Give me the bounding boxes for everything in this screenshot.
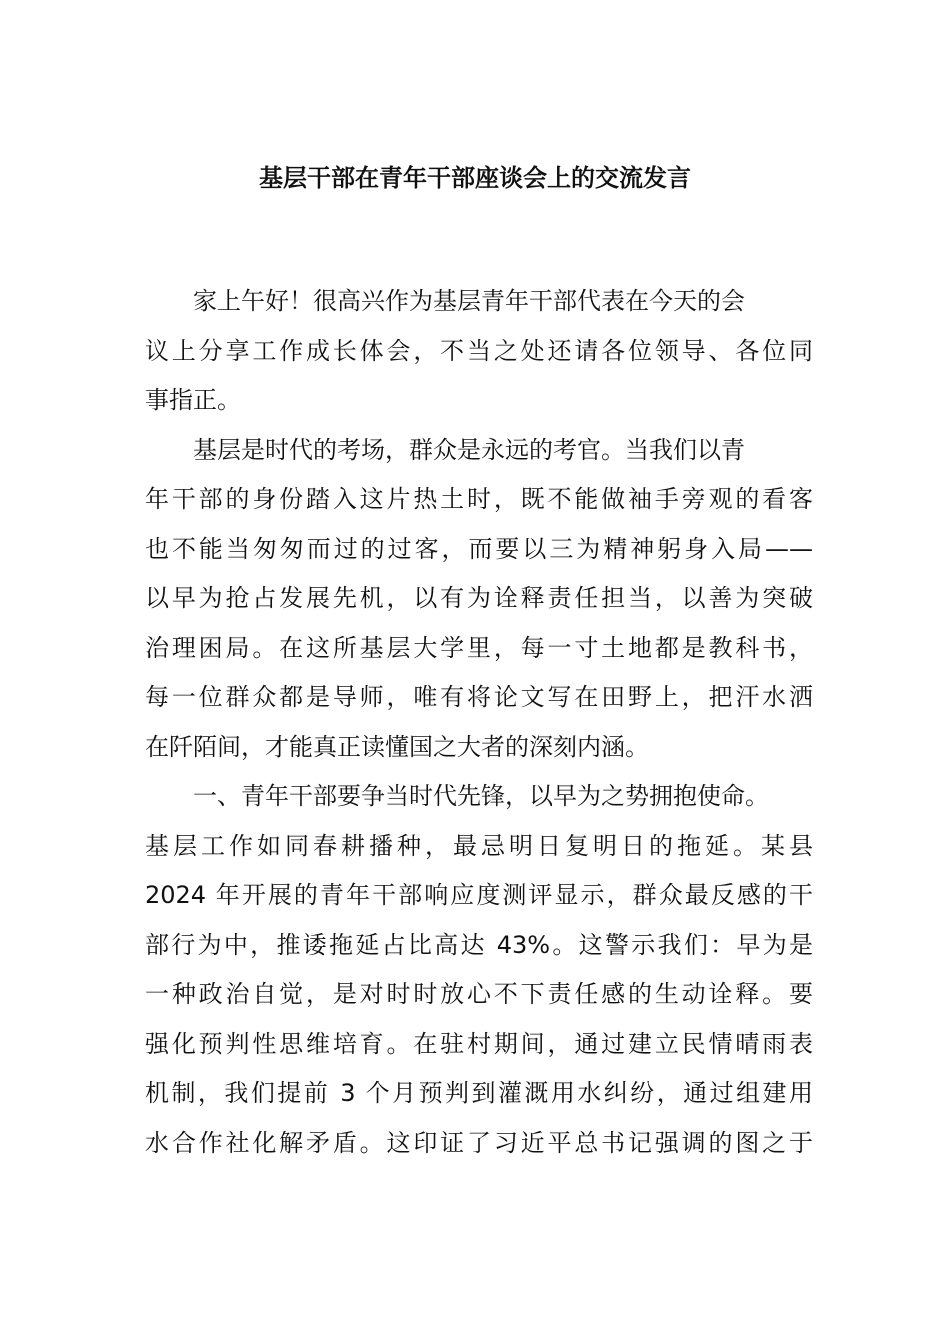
document-body <box>145 277 813 1168</box>
paragraph-line: 部行为中，推诿拖延占比高达 43%。这警示我们：早为是 <box>145 930 813 959</box>
paragraph-line: 每一位群众都是导师，唯有将论文写在田野上，把汗水洒 <box>145 683 813 711</box>
paragraph-line: 在阡陌间，才能真正读懂国之大者的深刻内涵。 <box>145 732 649 761</box>
paragraph-line: 机制，我们提前 3 个月预判到灌溉用水纠纷，通过组建用 <box>145 1079 813 1107</box>
paragraph-line: 强化预判性思维培育。在驻村期间，通过建立民情晴雨表 <box>145 1029 813 1058</box>
section-heading-line: 一、青年干部要争当时代先锋，以早为之势拥抱使命。 <box>193 782 769 810</box>
paragraph-line: 基层工作如同春耕播种，最忌明日复明日的拖延。某县 <box>145 831 813 860</box>
paragraph-line: 年干部的身份踏入这片热土时，既不能做袖手旁观的看客 <box>145 485 813 513</box>
paragraph-line: 水合作社化解矛盾。这印证了习近平总书记强调的图之于 <box>145 1128 813 1157</box>
paragraph-line: 事指正。 <box>145 386 241 414</box>
paragraph-line: 治理困局。在这所基层大学里，每一寸土地都是教科书， <box>145 633 813 662</box>
paragraph-line: 也不能当匆匆而过的过客，而要以三为精神躬身入局—— <box>145 534 813 563</box>
paragraph-line: 家上午好！很高兴作为基层青年干部代表在今天的会 <box>193 287 745 315</box>
paragraph-line: 以早为抢占发展先机，以有为诠释责任担当，以善为突破 <box>145 584 813 612</box>
paragraph-line: 基层是时代的考场，群众是永远的考官。当我们以青 <box>193 435 745 464</box>
paragraph-line: 一种政治自觉，是对时时放心不下责任感的生动诠释。要 <box>145 980 813 1008</box>
document-title: 基层干部在青年干部座谈会上的交流发言 <box>259 164 691 192</box>
paragraph-line: 2024 年开展的青年干部响应度测评显示，群众最反感的干 <box>145 881 813 909</box>
paragraph-line: 议上分享工作成长体会，不当之处还请各位领导、各位同 <box>145 336 813 365</box>
